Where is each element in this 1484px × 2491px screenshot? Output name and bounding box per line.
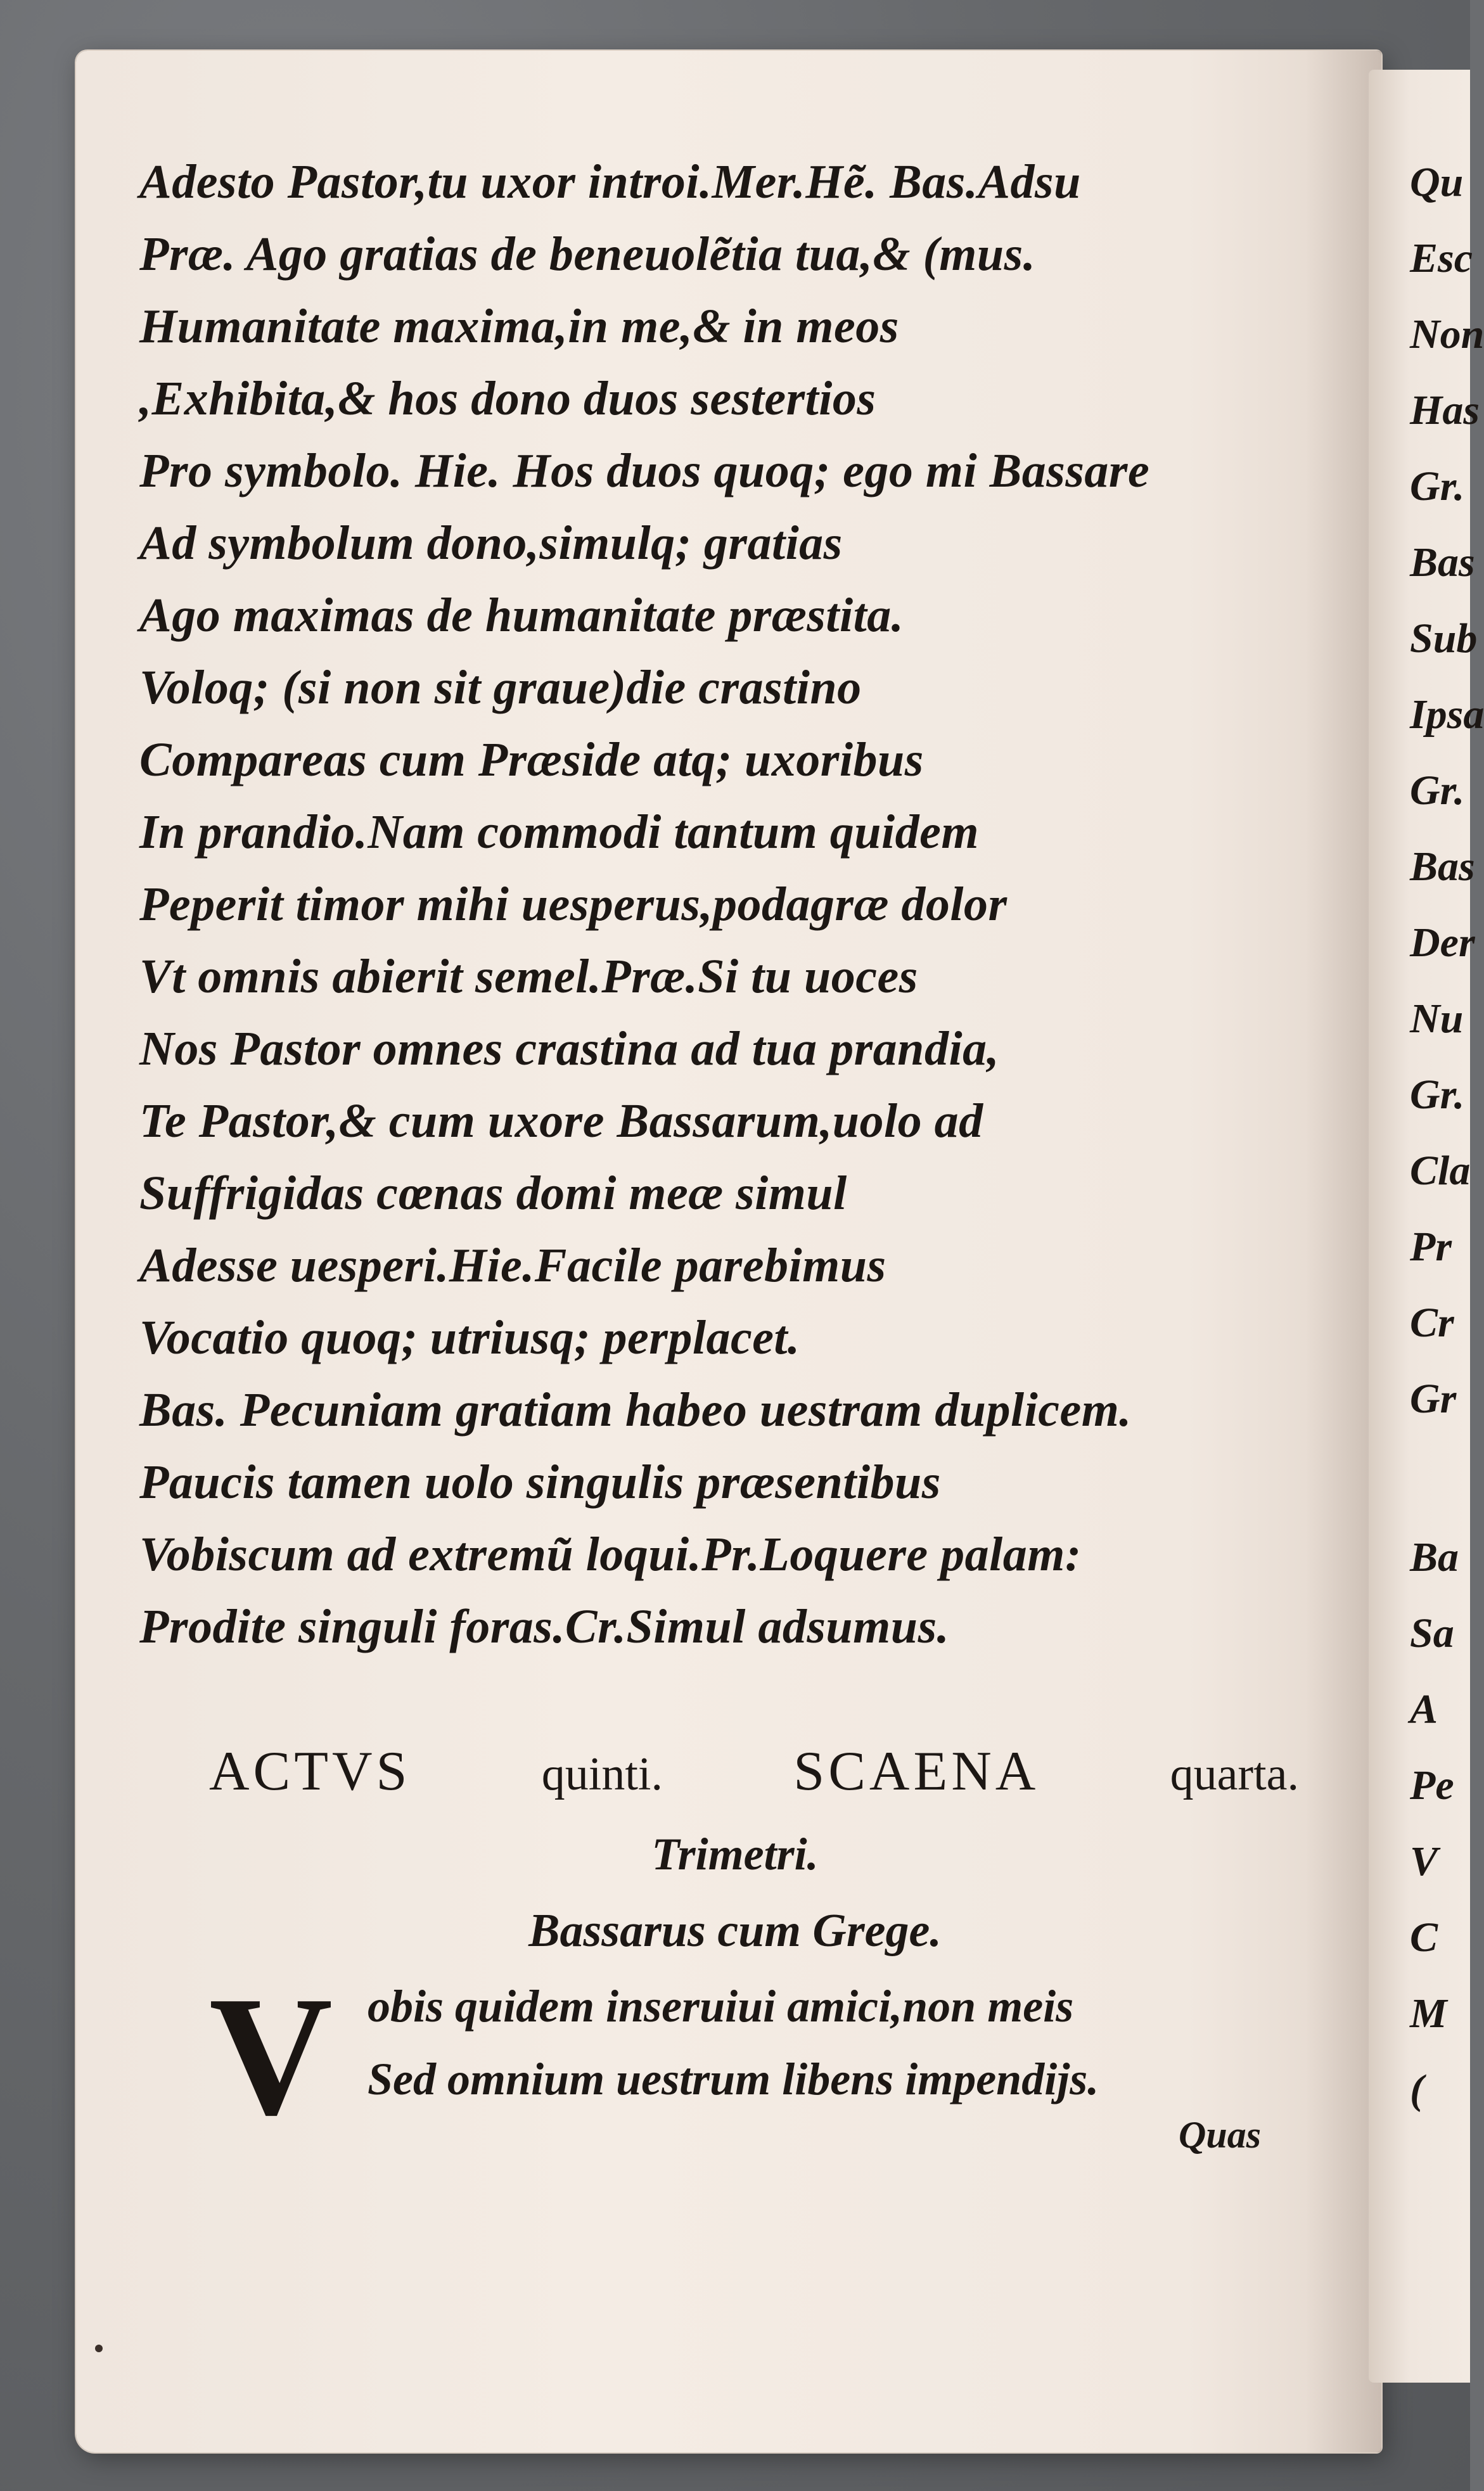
right-page-fragment: A — [1410, 1686, 1438, 1732]
right-page-fragment: Non — [1410, 311, 1484, 357]
verse-text-block — [139, 146, 1318, 1663]
right-page-fragment: Pe — [1410, 1762, 1454, 1809]
right-page-fragment: Gr. — [1410, 767, 1465, 814]
catchword: Quas — [1179, 2114, 1262, 2156]
right-page-fragment: Gr. — [1410, 463, 1465, 509]
right-page-fragment: Nu — [1410, 996, 1464, 1042]
right-page-fragment: Bas — [1410, 843, 1475, 890]
verse-line: Adesto Pastor,tu uxor introi.Mer.Hẽ. Bas.Adsu — [139, 155, 1081, 208]
speech-line: Sed omnium uestrum libens impendijs. — [368, 2054, 1099, 2104]
verse-line: Vocatio quoq; utriusq; perplacet. — [139, 1311, 800, 1364]
verse-line: Pro symbolo. Hie. Hos duos quoq; ego mi Bassare — [139, 444, 1150, 497]
verse-line: Prodite singuli foras.Cr.Simul adsumus. — [139, 1600, 950, 1653]
right-page-fragment: ( — [1410, 2066, 1424, 2113]
right-page-fragment: Ipsa — [1410, 691, 1484, 738]
speech-line: obis quidem inseruiui amici,non meis — [368, 1981, 1074, 2032]
right-page-fragment: Esc — [1410, 235, 1473, 281]
speakers-label: Bassarus cum Grege. — [528, 1905, 942, 1957]
verse-line: Vt omnis abierit semel.Præ.Si tu uoces — [139, 950, 918, 1003]
verse-line: In prandio.Nam commodi tantum quidem — [139, 805, 979, 859]
verse-line: Bas. Pecuniam gratiam habeo uestram duplicem. — [139, 1383, 1132, 1437]
right-page-fragment: Sa — [1410, 1610, 1454, 1656]
scene-number: quarta. — [1170, 1748, 1299, 1800]
verse-line: Præ. Ago gratias de beneuolẽtia tua,& (mus. — [139, 227, 1036, 281]
verse-line: Vobiscum ad extremũ loqui.Pr.Loquere palam: — [139, 1528, 1082, 1581]
act-heading — [209, 1739, 1299, 1815]
act-number: quinti. — [541, 1748, 663, 1800]
verse-line: Paucis tamen uolo singulis præsentibus — [139, 1456, 941, 1509]
right-page-fragment: Has — [1410, 387, 1480, 433]
right-page-fragment: Gr — [1410, 1376, 1457, 1422]
right-page-fragment: Cr — [1410, 1300, 1454, 1346]
verse-line: Te Pastor,& cum uxore Bassarum,uolo ad — [139, 1094, 983, 1148]
right-page-fragment: C — [1410, 1914, 1438, 1961]
right-page-fragment: Cla — [1410, 1148, 1471, 1194]
right-page-fragment: Sub — [1410, 615, 1478, 662]
right-page-fragment: Der — [1410, 919, 1475, 966]
verse-line: Compareas cum Præside atq; uxoribus — [139, 733, 924, 786]
right-page-fragment: Pr — [1410, 1224, 1452, 1270]
verse-line: Ad symbolum dono,simulq; gratias — [139, 516, 843, 570]
verse-line: Adesse uesperi.Hie.Facile parebimus — [139, 1239, 886, 1292]
scene-label: SCAENA — [793, 1741, 1040, 1802]
meter-label: Trimetri. — [651, 1829, 819, 1879]
right-page-fragment: Bas — [1410, 539, 1475, 586]
verse-line: Suffrigidas cœnas domi meæ simul — [139, 1167, 847, 1220]
act-label: ACTVS — [209, 1741, 411, 1802]
drop-cap-initial: V — [209, 1961, 333, 2151]
verse-line: Humanitate maxima,in me,& in meos — [139, 300, 899, 353]
ink-speck — [95, 2345, 103, 2352]
verse-line: Ago maximas de humanitate præstita. — [139, 589, 904, 642]
verse-line: ,Exhibita,& hos dono duos sestertios — [139, 372, 876, 425]
right-page-fragment: V — [1410, 1838, 1438, 1885]
right-page-fragment: M — [1410, 1990, 1447, 2037]
verse-line: Peperit timor mihi uesperus,podagræ dolor — [139, 878, 1007, 931]
right-page-fragment: Gr. — [1410, 1072, 1465, 1118]
right-page-fragment: Qu — [1410, 159, 1464, 205]
right-page-fragment: Ba — [1410, 1534, 1459, 1580]
verse-line: Nos Pastor omnes crastina ad tua prandia, — [139, 1022, 1000, 1075]
verse-line: Voloq; (si non sit graue)die crastino — [139, 661, 862, 714]
